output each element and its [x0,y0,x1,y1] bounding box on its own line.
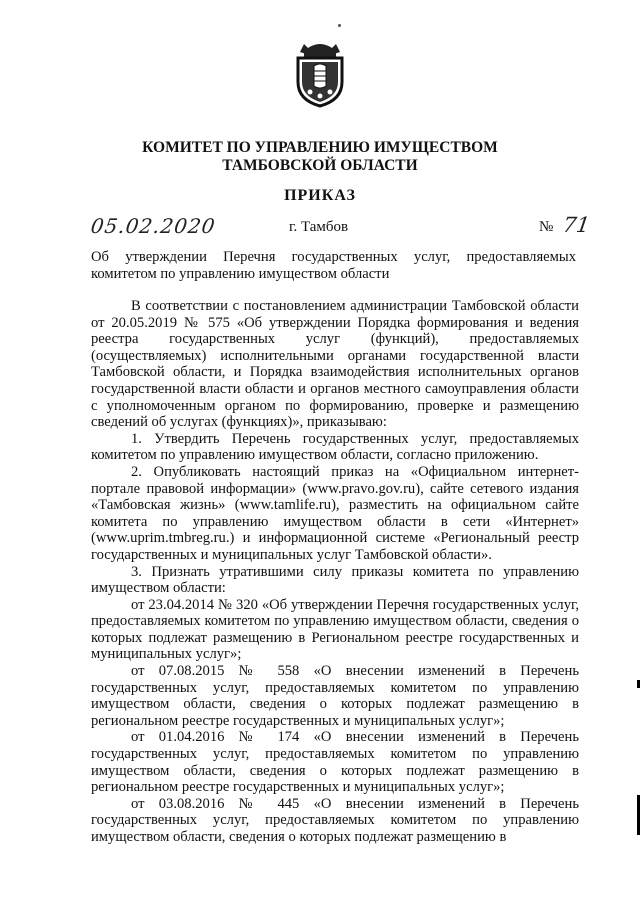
preamble-paragraph: В соответствии с постановлением администрации Тамбовской области от 20.05.2019 № 575 «Об утверждении Порядка формирования и ведения реестра государственных услуг (функций), предоставляемых (осуществляемых) исполнительными органами государственной власти Тамбовской области, и Порядка взаимодействия исполнительных органов государственной власти области и органов местного самоуправления области с уполномоченным органом по формированию, проверке и размещению сведений об услугах (функциях)», приказываю: [91,298,579,431]
org-title-line2: ТАМБОВСКОЙ ОБЛАСТИ [222,157,418,174]
org-title-line1: КОМИТЕТ ПО УПРАВЛЕНИЮ ИМУЩЕСТВОМ [142,139,498,156]
number-label: № [539,219,554,235]
handwritten-number: 71 [561,213,592,237]
item-3-paragraph: 3. Признать утратившими силу приказы комитета по управлению имуществом области: [91,563,579,597]
repealed-order-1: от 23.04.2014 № 320 «Об утверждении Перечня государственных услуг, предоставляемых комитетом по управлению имуществом области, сведения о которых подлежат размещению в Региональном реестре государственных и муниципальных услуг»; [91,596,579,663]
scan-speck [338,24,341,27]
order-subject: Об утверждении Перечня государственных услуг, предоставляемых комитетом по управлению имуществом области [91,249,576,282]
item-2-paragraph: 2. Опубликовать настоящий приказ на «Официальном интернет-портале правовой информации» (www.pravo.gov.ru), сайте сетевого издания «Тамбовская жизнь» (www.tamlife.ru), разместить на официальном сайте комитета по управлению имуществом области в сети «Интернет» (www.uprim.tmbreg.ru.) и информационной системе «Региональный реестр государственных и муниципальных услуг Тамбовской области». [91,463,579,563]
item-1-paragraph: 1. Утвердить Перечень государственных услуг, предоставляемых комитетом по управлению имуществом области, согласно приложению. [91,430,579,464]
repealed-order-4: от 03.08.2016 № 445 «О внесении изменений в Перечень государственных услуг, предоставляемых комитетом по управлению имуществом области, сведения о которых подлежат размещению в [91,795,579,845]
tambov-coat-of-arms-icon [288,38,352,110]
repealed-order-2: от 07.08.2015 № 558 «О внесении изменений в Перечень государственных услуг, предоставляемых комитетом по управлению имуществом области, сведения о которых подлежат размещению в региональном реестре государственных и муниципальных услуг»; [91,663,579,729]
order-body [91,298,579,846]
repealed-order-3: от 01.04.2016 № 174 «О внесении изменений в Перечень государственных услуг, предоставляемых комитетом по управлению имуществом области, сведения о которых подлежат размещению в региональном реестре государственных и муниципальных услуг»; [91,729,579,796]
city: г. Тамбов [289,219,349,235]
document-type: ПРИКАЗ [284,187,356,204]
handwritten-date: 05.02.2020 [89,214,218,238]
